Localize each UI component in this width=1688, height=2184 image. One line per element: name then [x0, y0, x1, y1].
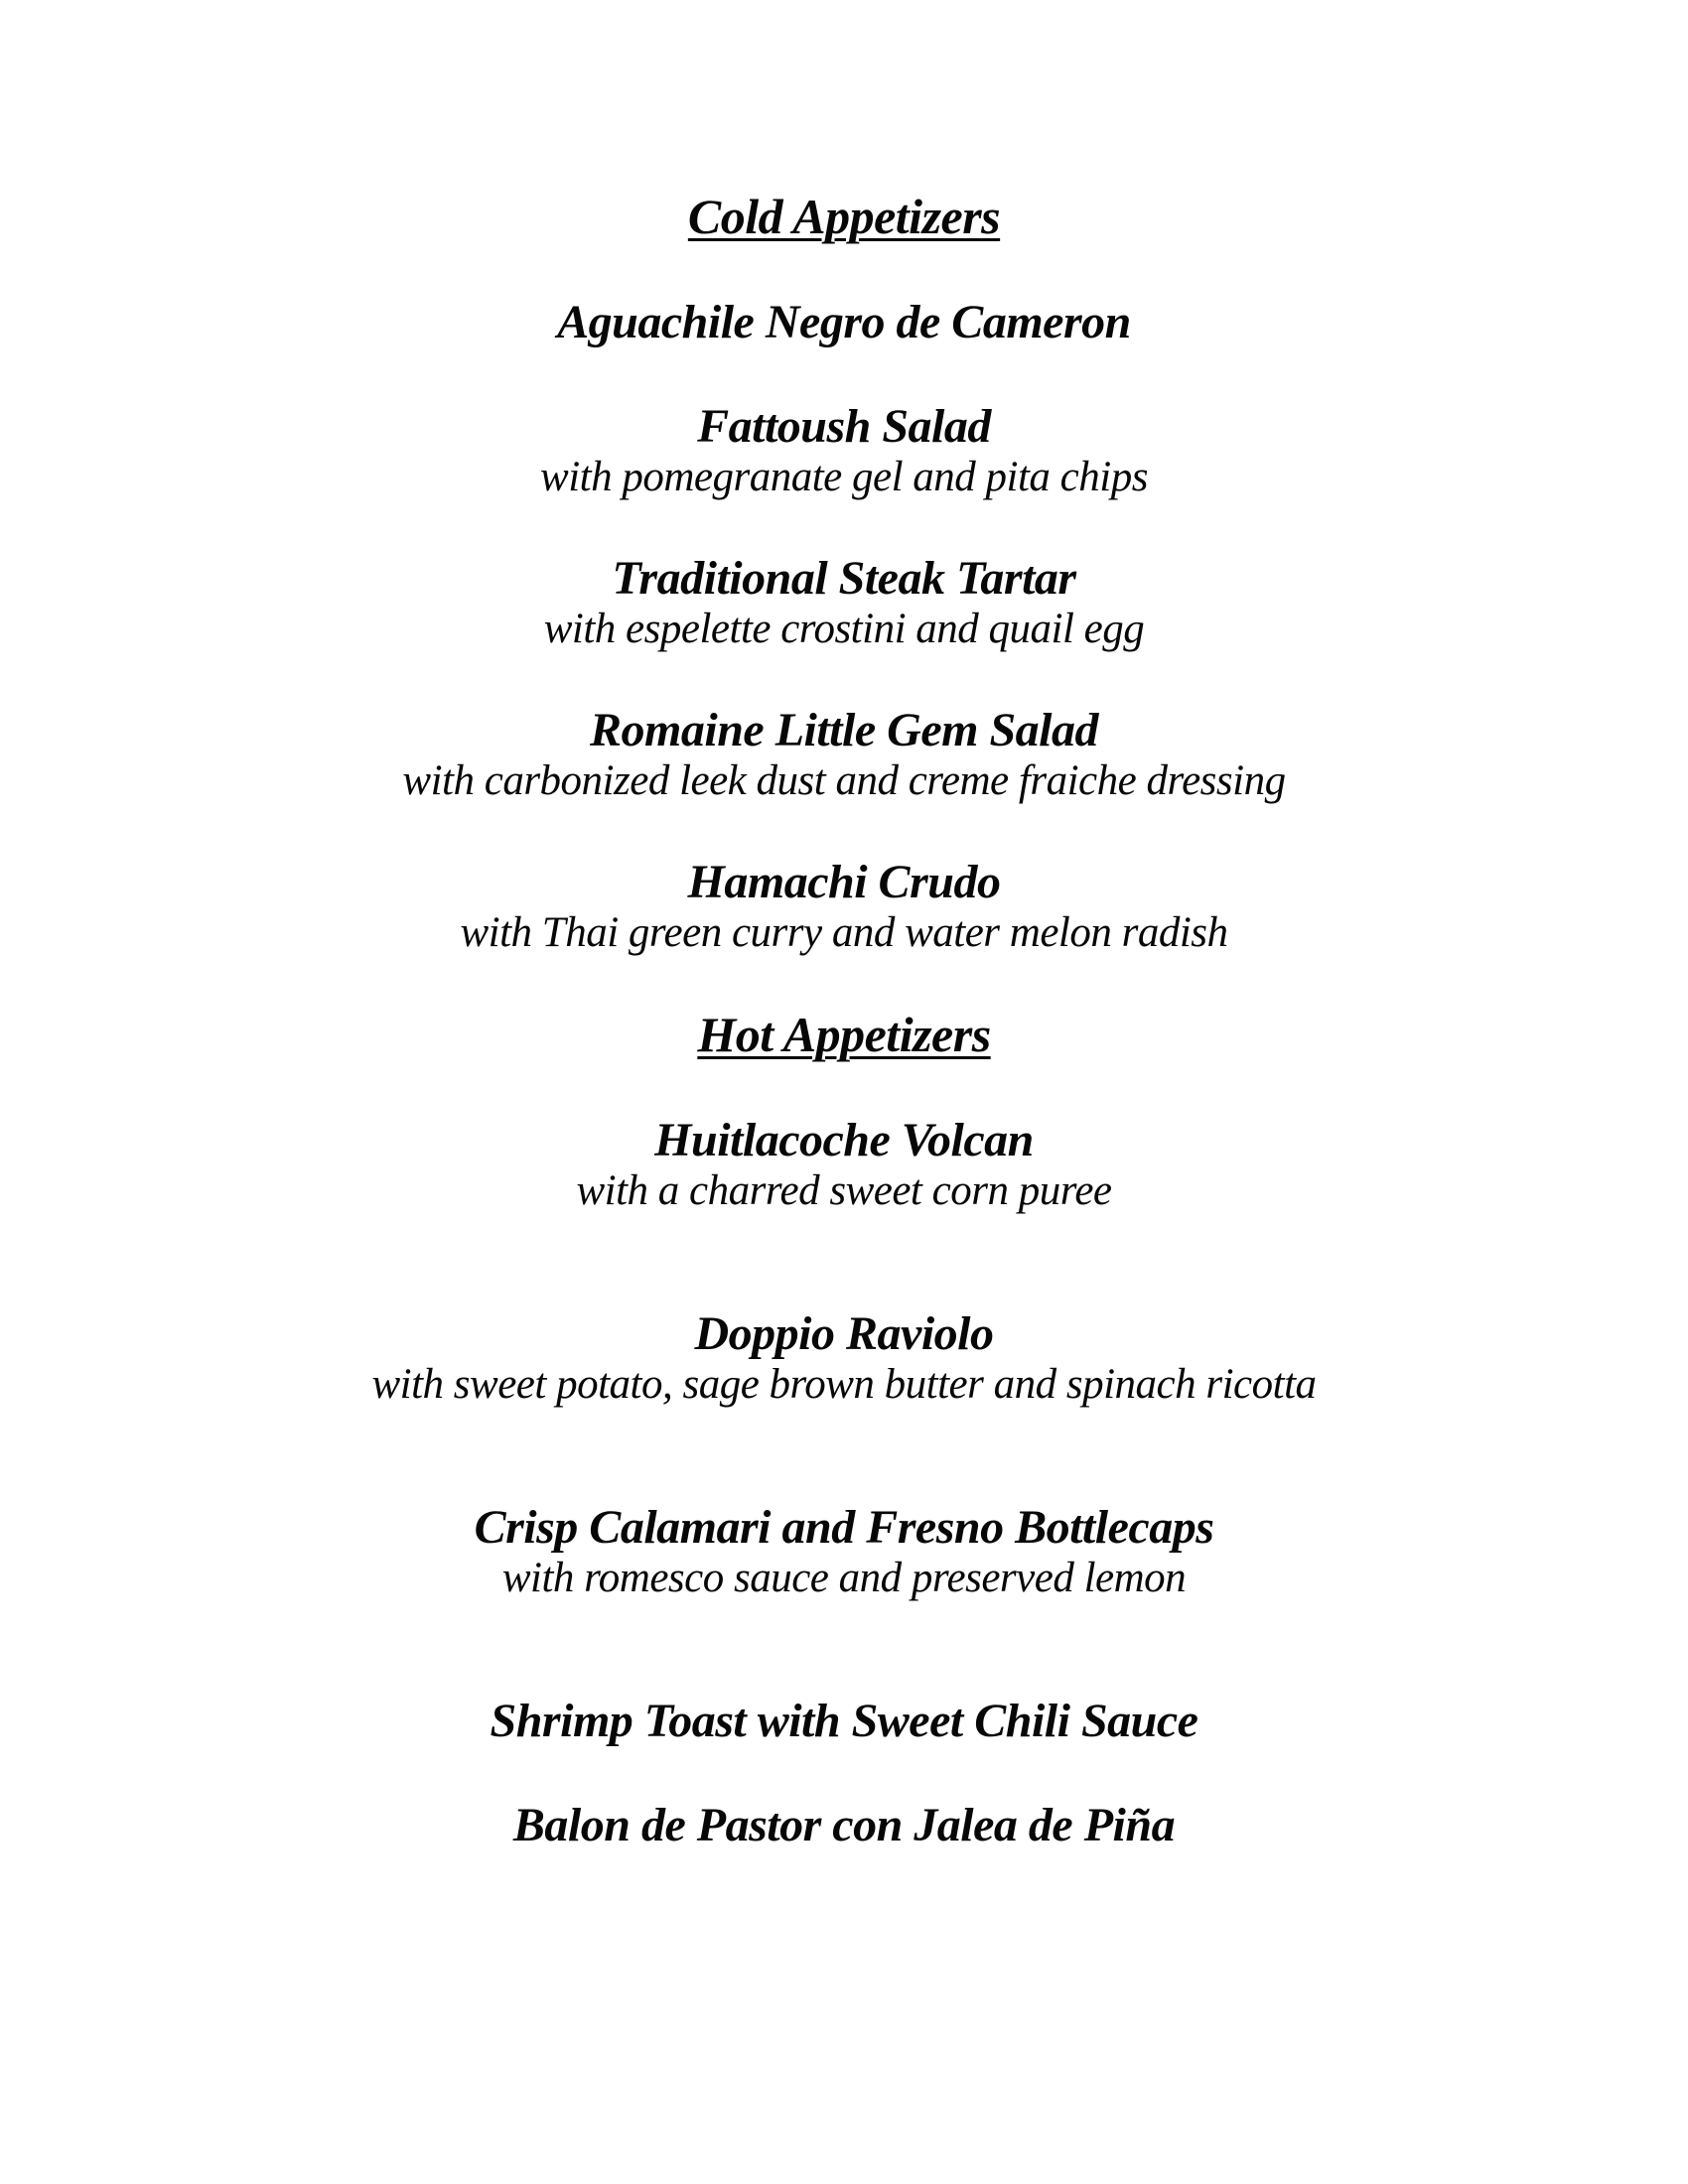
menu-item: [0, 399, 1688, 501]
section-heading-hot: [0, 1007, 1688, 1063]
item-name-crisp-calamari: Crisp Calamari and Fresno Bottlecaps: [474, 1501, 1214, 1554]
menu-item: [0, 703, 1688, 805]
menu-item: [0, 855, 1688, 957]
menu-item: [0, 295, 1688, 349]
item-name-hamachi-crudo: Hamachi Crudo: [687, 856, 1001, 908]
item-description: with Thai green curry and water melon radish: [460, 909, 1228, 956]
section-cold-appetizers: [0, 189, 1688, 957]
item-description: with romesco sauce and preserved lemon: [501, 1555, 1187, 1601]
menu-item: [0, 1500, 1688, 1602]
item-description: with a charred sweet corn puree: [576, 1167, 1112, 1214]
item-description: with carbonized leek dust and creme fraiche dressing: [402, 757, 1286, 804]
menu-item: [0, 1798, 1688, 1852]
menu-item: [0, 1113, 1688, 1215]
item-name-huitlacoche-volcan: Huitlacoche Volcan: [654, 1114, 1034, 1166]
item-description: with espelette crostini and quail egg: [543, 606, 1145, 652]
menu-item: [0, 551, 1688, 653]
menu-item: [0, 1306, 1688, 1409]
item-name-aguachile: Aguachile Negro de Cameron: [557, 296, 1131, 348]
section-hot-appetizers: [0, 1007, 1688, 1852]
item-name-fattoush-salad: Fattoush Salad: [697, 400, 991, 453]
item-name-balon-de-pastor: Balon de Pastor con Jalea de Piña: [512, 1799, 1176, 1851]
item-name-steak-tartar: Traditional Steak Tartar: [612, 552, 1076, 605]
item-name-romaine-salad: Romaine Little Gem Salad: [590, 704, 1098, 756]
section-heading-hot-text: Hot Appetizers: [697, 1007, 991, 1062]
item-description: with sweet potato, sage brown butter and spinach ricotta: [371, 1361, 1317, 1408]
item-name-doppio-raviolo: Doppio Raviolo: [694, 1307, 994, 1360]
menu-item: [0, 1694, 1688, 1748]
item-description: with pomegranate gel and pita chips: [540, 454, 1148, 500]
item-name-shrimp-toast: Shrimp Toast with Sweet Chili Sauce: [490, 1695, 1198, 1747]
section-heading-cold-text: Cold Appetizers: [687, 189, 1001, 244]
section-heading-cold: [0, 189, 1688, 245]
